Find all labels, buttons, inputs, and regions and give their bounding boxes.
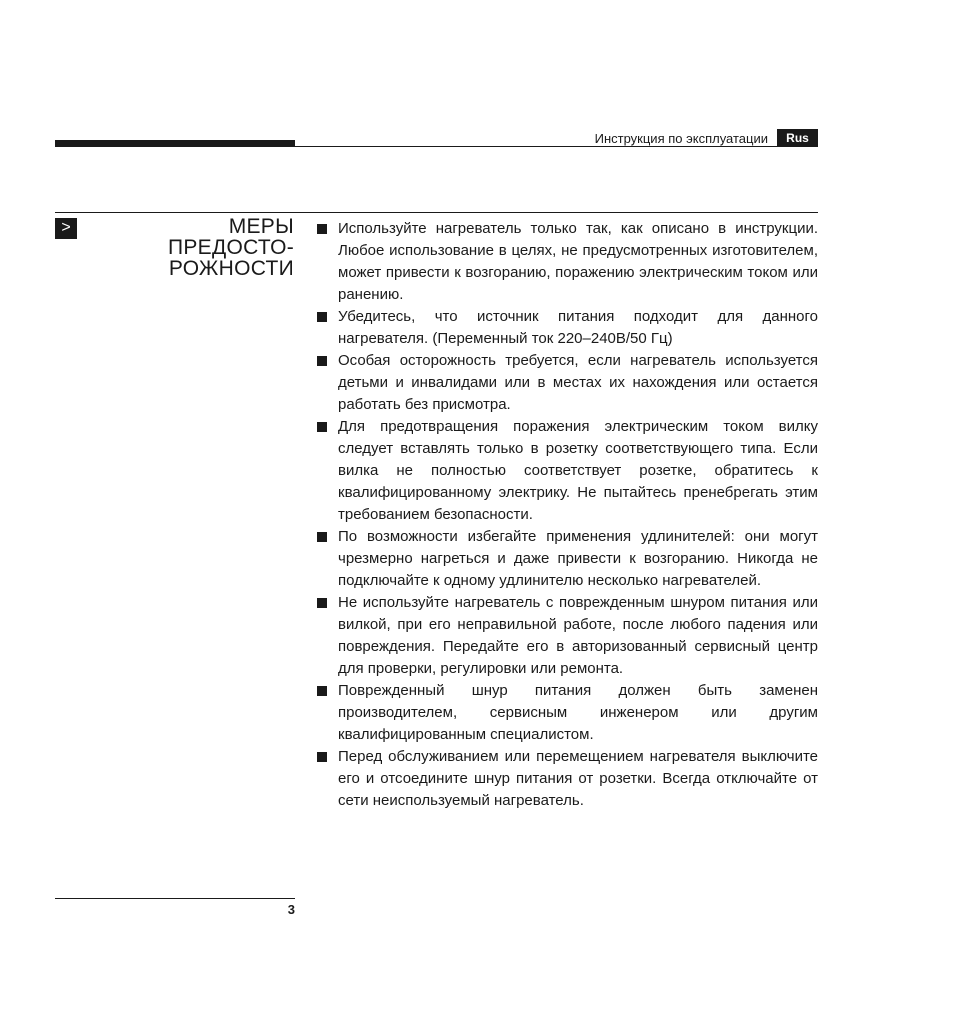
section-title-line: РОЖНОСТИ [168,257,294,280]
list-item [316,592,818,680]
language-badge: Rus [777,129,818,147]
list-item-text: Особая осторожность требуется, если нагреватель используется детьми и инвалидами или в местах их нахождения или остается работать без присмотра. [338,352,818,413]
list-item-text: Поврежденный шнур питания должен быть заменен производителем, сервисным инженером или другим квалифицированным специалистом. [338,682,818,743]
footer-rule [55,898,295,899]
precautions-list [316,218,818,812]
square-bullet-icon [317,422,327,432]
list-item [316,218,818,306]
document-title: Инструкция по эксплуатации [594,131,768,146]
list-item-text: Используйте нагреватель только так, как описано в инструкции. Любое использование в целях, не предусмотренных изготовителем, может привести к возгоранию, поражению электрическим током или ранению. [338,220,818,303]
section-title-line: ПРЕДОСТО- [167,236,294,259]
section-rule [55,212,818,213]
list-item-text: Перед обслуживанием или перемещением нагревателя выключите его и отсоедините шнур питания от розетки. Всегда отключайте от сети неиспользуемый нагреватель. [338,748,818,809]
square-bullet-icon [317,752,327,762]
list-item [316,350,818,416]
list-item [316,680,818,746]
square-bullet-icon [317,532,327,542]
section-title-line: МЕРЫ [228,215,294,238]
square-bullet-icon [317,598,327,608]
list-item [316,746,818,812]
section-arrow-icon: > [55,218,77,239]
square-bullet-icon [317,312,327,322]
section-title [94,216,294,279]
list-item-text: По возможности избегайте применения удлинителей: они могут чрезмерно нагреться и даже привести к возгоранию. Никогда не подключайте к одному удлинителю несколько нагревателей. [338,528,818,589]
list-item [316,416,818,526]
square-bullet-icon [317,224,327,234]
square-bullet-icon [317,686,327,696]
list-item [316,526,818,592]
header-bar [55,140,295,147]
page-number: 3 [287,902,295,917]
list-item-text: Не используйте нагреватель с поврежденным шнуром питания или вилкой, при его неправильной работе, после любого падения или повреждения. Передайте его в авторизованный сервисный центр для проверки, регулировки или ремонта. [338,594,818,677]
list-item [316,306,818,350]
list-item-text: Для предотвращения поражения электрическим током вилку следует вставлять только в розетку соответствующего типа. Если вилка не полностью соответствует розетке, обратитесь к квалифицированному электрику. Не пытайтесь пренебрегать этим требованием безопасности. [338,418,818,523]
list-item-text: Убедитесь, что источник питания подходит для данного нагревателя. (Переменный ток 220–240В/50 Гц) [338,308,818,347]
square-bullet-icon [317,356,327,366]
